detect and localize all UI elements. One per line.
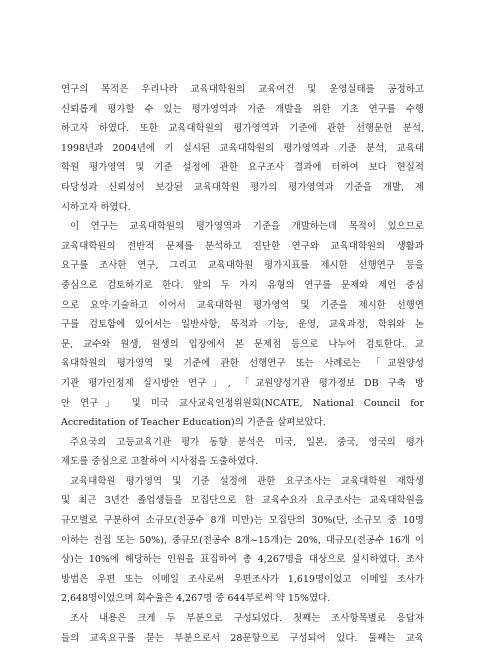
paragraph-literature-review xyxy=(61,217,424,433)
text-line: 기관 평가인정제 실시방안 연구」, 「교원양성기관 평가정보 DB 구축 방 xyxy=(61,377,424,389)
text-line: 주요국의 고등교육기관 평가 동향 분석은 미국, 일본, 중국, 영국의 평가 xyxy=(70,436,424,448)
text-line: 이하는 전집 또는 50%), 중규모(전공수 8개~15개)는 20%, 대규모(전공수 16개 이 xyxy=(61,534,424,546)
text-line: 상)는 10%에 해당하는 인원을 표집하여 총 4,267명을 대상으로 실시하였다. 조사 xyxy=(61,554,424,566)
text-line: 육대학원의 평가영역 및 기준에 관한 선행연구 또는 사례로는 「교원양성 xyxy=(61,358,424,370)
text-line: 안 연구」 및 미국 교사교육인정위원회(NCATE, National Council for xyxy=(61,397,424,409)
text-line: 규모별로 구분하여 소규모(전공수 8개 미만)는 모집단의 30%(단, 소규모 중 10명 xyxy=(61,515,424,527)
text-line: 교육대학원 평가영역 및 기준 설정에 관한 요구조사는 교육대학원 재학생 xyxy=(70,475,424,487)
text-line: 신뢰롭게 평가할 수 있는 평가영역과 기준 개발을 위한 기초 연구를 수행 xyxy=(61,103,424,115)
text-line: 방법은 우편 또는 이메일 조사로써 우편조사가 1,619명이었고 이메일 조사가 xyxy=(61,573,424,585)
text-line: 타당성과 신뢰성이 보강된 교육대학원 평가의 평가영역과 기준을 개발, 제 xyxy=(61,181,424,193)
text-line: 중심으로 검토하기로 한다. 앞의 두 가지 유형의 연구를 문제와 제언 중심 xyxy=(61,279,424,291)
paragraph-international-trends xyxy=(61,433,424,472)
text-line: 조사 내용은 크게 두 부분으로 구성되었다. 첫째는 조사항목별로 응답자 xyxy=(70,613,424,625)
text-line: 이 연구는 교육대학원의 평가영역과 기준을 개발하는데 목적이 있으므로 xyxy=(70,221,424,233)
paragraph-purpose xyxy=(61,80,424,217)
text-line: 으로 요약·기술하고 이어서 교육대학원 평가영역 및 기준을 제시한 선행연 xyxy=(61,299,424,311)
body-text xyxy=(61,80,424,648)
text-line: 하고자 하였다. 또한 교육대학원의 평가영역과 기준에 관한 선행문헌 분석, xyxy=(61,123,424,135)
text-line: 문, 교수와 원생, 원생의 입장에서 본 문제점 등으로 나누어 검토한다. 교 xyxy=(61,338,424,350)
text-line: 제도를 중심으로 고찰하여 시사점을 도출하였다. xyxy=(61,456,259,468)
text-line: 구를 검토함에 있어서는 일반사항, 목적과 기능, 운영, 교육과정, 학위와 논 xyxy=(61,319,424,331)
text-line: 들의 교육요구를 묻는 부분으로서 28문항으로 구성되어 있다. 둘째는 교육 xyxy=(61,632,424,644)
paragraph-needs-survey xyxy=(61,472,424,609)
text-line: 연구의 목적은 우리나라 교육대학원의 교육여건 및 운영실태를 공정하고 xyxy=(61,84,424,95)
text-line: 교육대학원의 전반적 문제를 분석하고 진단한 연구와 교육대학원의 생활과 xyxy=(61,240,424,252)
text-line: 학원 평가영역 및 기준 설정에 관한 요구조사 결과에 터하여 보다 현실적 xyxy=(61,162,424,174)
paragraph-survey-content xyxy=(61,609,424,648)
text-line: 요구를 조사한 연구, 그리고 교육대학원 평가지표를 제시한 선행연구 등을 xyxy=(61,260,424,272)
text-line: 1998년과 2004년에 기 실시된 교육대학원의 평가영역과 기준 분석, 교육대 xyxy=(61,142,424,154)
text-line: Accreditation of Teacher Education)의 기준을 살펴보았다. xyxy=(61,417,326,429)
text-line: 2,648명이었으며 회수율은 4,267명 중 644부로써 약 15%였다. xyxy=(61,593,331,605)
text-line: 시하고자 하였다. xyxy=(61,201,131,213)
text-line: 및 최근 3년간 졸업생들을 모집단으로 한 교육수요자 요구조사는 교육대학원을 xyxy=(61,495,424,507)
